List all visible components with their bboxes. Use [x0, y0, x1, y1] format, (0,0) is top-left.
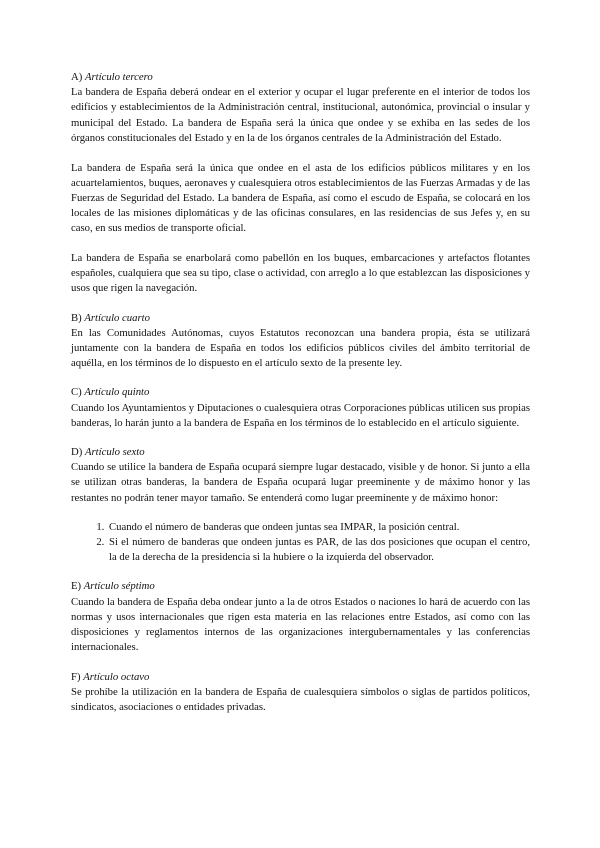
paragraph: La bandera de España se enarbolará como pabellón en los buques, embarcaciones y artefactos flotantes españoles, cualquiera que sea su tipo, clase o actividad, con arreglo a lo que establezcan las disposiciones y usos que rigen la navegación.	[71, 252, 530, 295]
section-articulo-septimo	[71, 579, 530, 655]
section-articulo-octavo	[71, 670, 530, 716]
section-name: Artículo cuarto	[84, 311, 150, 324]
section-name: Artículo quinto	[84, 386, 150, 399]
section-heading	[71, 311, 530, 326]
paragraph: La bandera de España será la única que ondee en el asta de los edificios públicos militares y en los acuartelamientos, buques, aeronaves y cualesquiera otros establecimientos de las Fuerzas Armadas y de las Fuerzas de Seguridad del Estado. La bandera de España, así como el escudo de España, se colocará en los locales de las misiones diplomáticas y de las oficinas consulares, en las residencias de sus Jefes y, en su caso, en sus medios de transporte oficial.	[71, 161, 530, 235]
section-articulo-cuarto	[71, 311, 530, 372]
section-letter: A)	[71, 71, 83, 83]
section-heading	[71, 445, 530, 460]
section-heading	[71, 579, 530, 594]
section-heading	[71, 670, 530, 685]
section-name: Artículo sexto	[84, 446, 145, 459]
section-letter: C)	[71, 386, 82, 399]
section-name: Artículo séptimo	[83, 580, 155, 593]
list-item: 2. Si el número de banderas que ondeen juntas es PAR, de las dos posiciones que ocupan el centro, la de la derecha de la presidencia si la hubiere o la izquierda del observador.	[107, 535, 530, 565]
section-letter: D)	[71, 446, 83, 459]
paragraph: En las Comunidades Autónomas, cuyos Estatutos reconozcan una bandera propia, ésta se utilizará juntamente con la bandera de España en todos los edificios públicos civiles del ámbito territorial de aquélla, en los términos de lo dispuesto en el artículo sexto de la presente ley.	[71, 326, 530, 370]
section-letter: F)	[71, 670, 81, 683]
numbered-list	[71, 520, 530, 566]
section-articulo-quinto	[71, 385, 530, 431]
paragraph: Cuando la bandera de España deba ondear junto a la de otros Estados o naciones lo hará de acuerdo con las normas y usos internacionales que rigen esta materia en las relaciones entre Estados, así como con las disposiciones y reglamentos internos de las organizaciones intergubernamentales y las conferencias internacionales.	[71, 595, 530, 654]
paragraph: Cuando los Ayuntamientos y Diputaciones o cualesquiera otras Corporaciones públicas utilicen sus propias banderas, lo harán junto a la bandera de España en los términos de lo establecido en el artículo siguiente.	[71, 401, 530, 429]
section-letter: B)	[71, 311, 82, 324]
section-name: Artículo octavo	[83, 670, 150, 683]
section-articulo-tercero	[71, 70, 530, 297]
list-item: 1. Cuando el número de banderas que ondeen juntas sea IMPAR, la posición central.	[107, 520, 530, 535]
paragraph: Se prohíbe la utilización en la bandera de España de cualesquiera símbolos o siglas de partidos políticos, sindicatos, asociaciones o entidades privadas.	[71, 685, 530, 713]
paragraph: Cuando se utilice la bandera de España ocupará siempre lugar destacado, visible y de honor. Si junto a ella se utilizan otras banderas, la bandera de España ocupará lugar preeminente y de máximo honor y las restantes no podrán tener mayor tamaño. Se entenderá como lugar preeminente y de máximo honor:	[71, 461, 530, 504]
section-letter: E)	[71, 580, 82, 593]
section-articulo-sexto	[71, 445, 530, 565]
section-heading	[71, 70, 530, 85]
paragraph: La bandera de España deberá ondear en el exterior y ocupar el lugar preferente en el interior de todos los edificios y establecimientos de la Administración central, institucional, autonómica, provincial o insular y municipal del Estado. La bandera de España será la única que ondee y se exhiba en las sedes de los órganos constitucionales del Estado y en la de los órganos centrales de la Administración del Estado.	[71, 86, 530, 144]
section-name: Artículo tercero	[84, 71, 153, 83]
section-heading	[71, 385, 530, 400]
